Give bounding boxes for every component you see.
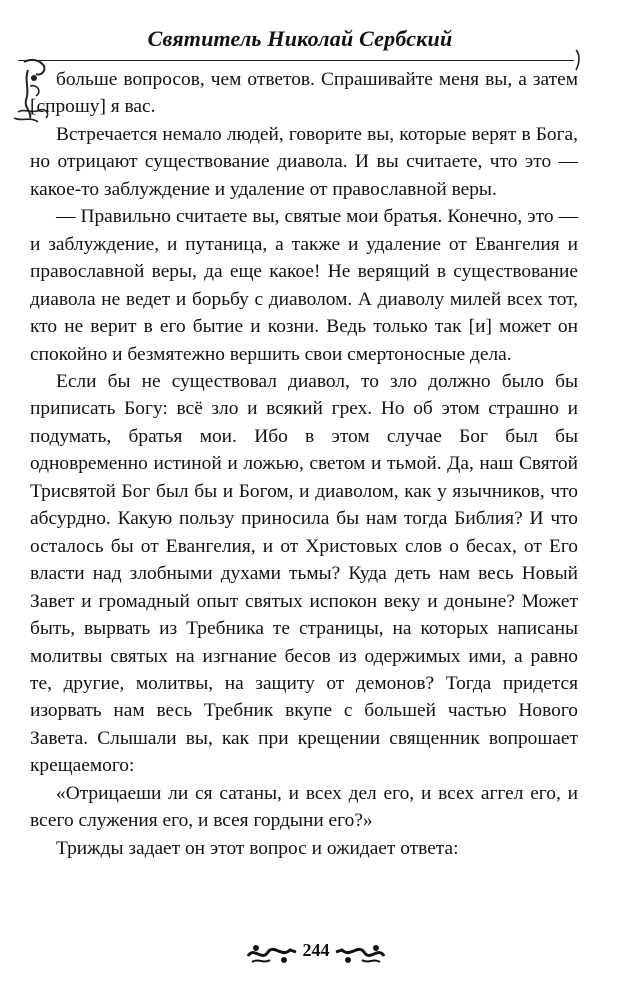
running-title: Святитель Николай Сербский (147, 26, 453, 51)
paragraph: «Отрицаеши ли ся сатаны, и всех дел его, и всех аггел его, и всего служения его, и всея гордыни его?» (30, 782, 578, 832)
paragraph: больше вопросов, чем ответов. Спрашивайте меня вы, а затем [спрошу] я вас. (30, 69, 578, 118)
left-flourish-icon (244, 936, 298, 968)
paragraph: Если бы не существовал диавол, то зло должно было бы приписать Богу: всё зло и всякий грех. Но об этом страшно и подумать, братья мои. Ибо в этом случае Бог был бы одновременно истиной и ложью, светом и тьмой. Да, наш Святой Трисвятой Бог был бы и Богом, и диаволом, как у язычников, что абсурдно. Какую пользу приносила бы нам тогда Библия? И что осталось бы от Евангелия, и от Христовых слов о бесах, от Его власти над злобными духами тьмы? Куда деть нам весь Новый Завет и громадный опыт святых испокон веку и доныне? Может быть, вырвать из Требника те страницы, на которых написаны молитвы святых на изгнание бесов из одержимых ими, а равно те, другие, молитвы, на защиту от демонов? Тогда придется изорвать нам весь Требник вкупе с большей частью Нового Завета. Слышали вы, как при крещении священник вопрошает крещаемого: (30, 370, 578, 777)
header-rule (18, 60, 574, 61)
paragraph: — Правильно считаете вы, святые мои братья. Конечно, это — и заблуждение, и путаница, а также и удаление от Евангелия и православной веры, да еще какое! Не верящий в существование диавола не ведет и борьбу с диаволом. А диаволу милей всех тот, кто не верит в его бытие и козни. Ведь только так [и] может он спокойно и безмятежно вершить свои смертоносные дела. (30, 206, 578, 365)
page-number: 244 (302, 940, 330, 960)
running-header (0, 24, 631, 60)
paragraph: Трижды задает он этот вопрос и ожидает ответа: (56, 837, 459, 859)
body-text (30, 66, 578, 862)
page-footer (0, 934, 631, 974)
paragraph: Встречается немало людей, говорите вы, которые верят в Бога, но отрицают существование диавола. И вы считаете, что это — какое-то заблуждение и удаление от православной веры. (30, 123, 578, 200)
right-flourish-icon (334, 936, 388, 968)
